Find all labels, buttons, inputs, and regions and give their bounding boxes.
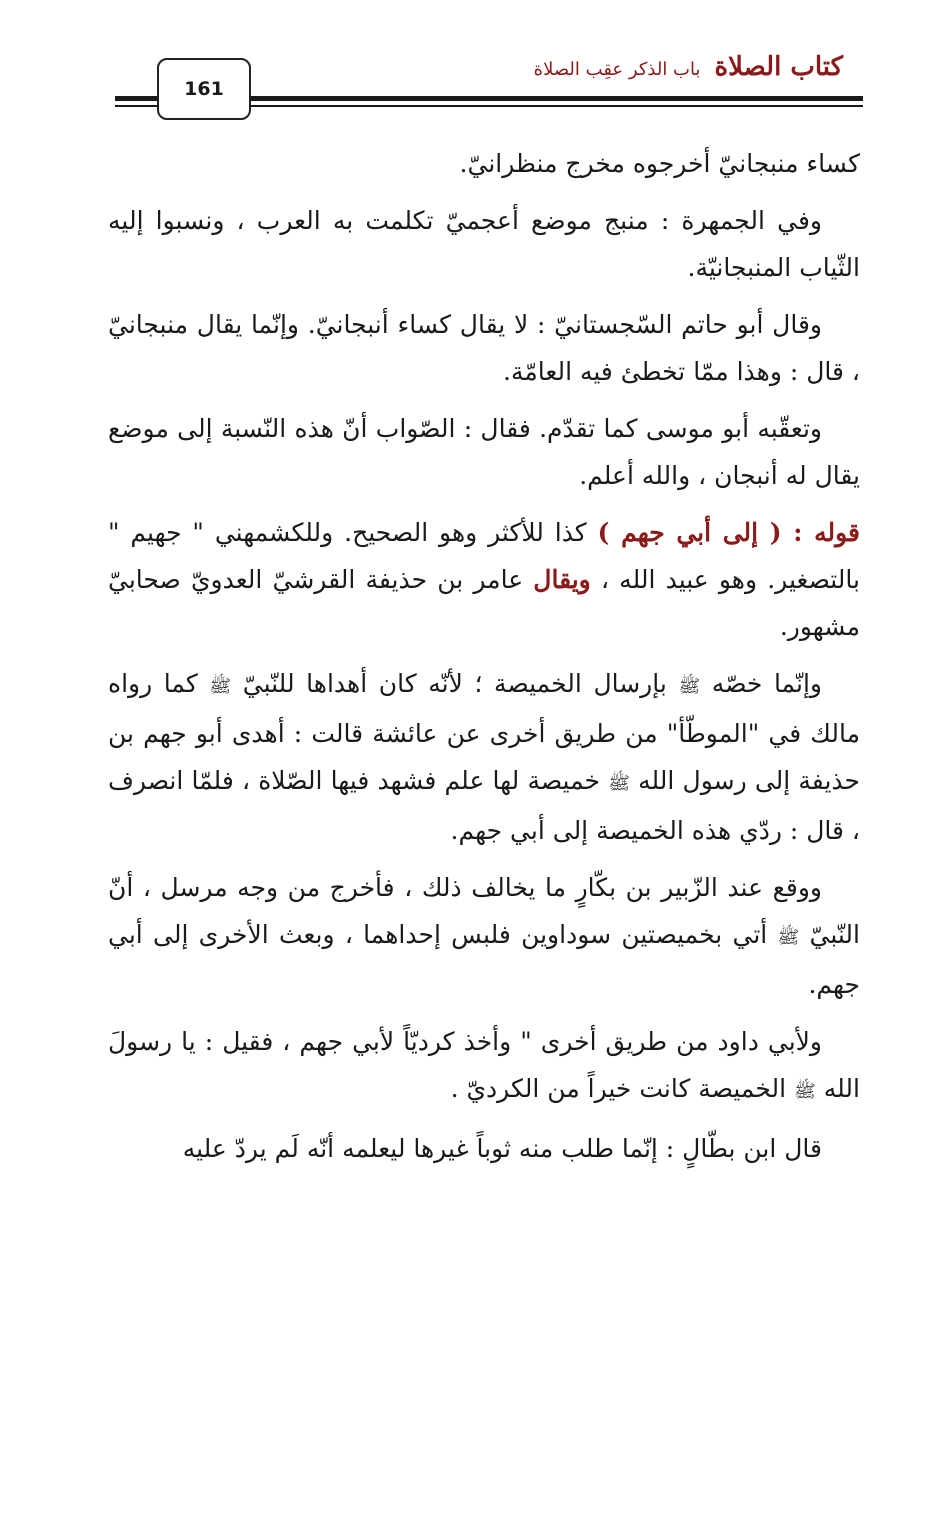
paragraph-9: قال ابن بطّالٍ : إنّما طلب منه ثوباً غيرها ليعلمه أنّه لَم يردّ عليه bbox=[182, 1134, 822, 1163]
page-header bbox=[115, 50, 863, 120]
paragraph-7-text-1: ووقع عند الزّبير بن بكّارٍ ما يخالف ذلك ، فأخرج من وجه مرسل ، أنّ النّبيّ bbox=[108, 873, 861, 949]
page-number: 161 bbox=[184, 78, 224, 100]
highlight-yuqal: ويقال bbox=[533, 565, 591, 594]
paragraph-6-text-1: وإنّما خصّه bbox=[700, 669, 822, 698]
paragraph-5-text-2: عامر بن حذيفة القرشيّ العدويّ صحابيّ مشهور. bbox=[108, 565, 860, 641]
paragraph-4: وتعقّبه أبو موسى كما تقدّم. فقال : الصّواب أنّ هذه النّسبة إلى موضع يقال له أنبجان ، والله أعلم. bbox=[108, 414, 860, 490]
paragraph-7-text-2: أتي بخميصتين سوداوين فلبس إحداهما ، وبعث الأخرى إلى أبي جهم. bbox=[108, 920, 860, 999]
page-body bbox=[108, 140, 860, 1172]
paragraph-1: كساء منبجانيّ أخرجوه مخرج منظرانيّ. bbox=[459, 149, 860, 178]
quote-lead: قوله : ( إلى أبي جهم ) bbox=[597, 518, 860, 547]
salutation-glyph: ﷺ bbox=[678, 676, 701, 697]
paragraph-7 bbox=[108, 864, 860, 1008]
paragraph-3: وقال أبو حاتم السّجستانيّ : لا يقال كساء أنبجانيّ. وإنّما يقال منبجانيّ ، قال : وهذا ممّا تخطئ فيه العامّة. bbox=[108, 310, 860, 386]
salutation-glyph: ﷺ bbox=[209, 676, 232, 697]
page-number-box bbox=[157, 58, 251, 120]
paragraph-6-text-4: خميصة لها علم فشهد فيها الصّلاة ، فلمّا انصرف ، قال : ردّي هذه الخميصة إلى أبي جهم. bbox=[108, 766, 860, 845]
running-head bbox=[534, 52, 843, 82]
paragraph-5-text-1: كذا للأكثر وهو الصحيح. وللكشمهني " جهيم " بالتصغير. وهو عبيد الله ، bbox=[108, 518, 861, 594]
book-title: كتاب الصلاة bbox=[714, 52, 843, 82]
paragraph-2: وفي الجمهرة : منبج موضع أعجميّ تكلمت به العرب ، ونسبوا إليه الثّياب المنبجانيّة. bbox=[108, 206, 860, 282]
paragraph-5 bbox=[108, 509, 860, 650]
salutation-glyph: ﷺ bbox=[608, 773, 630, 794]
paragraph-6-text-3: كما رواه مالك في "الموطّأ" من طريق أخرى عن عائشة قالت : أهدى أبو جهم بن حذيفة إلى رسول الله bbox=[108, 669, 860, 795]
paragraph-6 bbox=[108, 660, 860, 854]
paragraph-6-text-2: بإرسال الخميصة ؛ لأنّه كان أهداها للنّبيّ bbox=[231, 669, 679, 698]
paragraph-8-text-2: الخميصة كانت خيراً من الكرديّ . bbox=[450, 1074, 795, 1103]
salutation-glyph: ﷺ bbox=[777, 927, 800, 948]
salutation-glyph: ﷺ bbox=[794, 1081, 816, 1102]
chapter-title: باب الذكر عقِب الصلاة bbox=[533, 59, 701, 80]
paragraph-8 bbox=[108, 1018, 860, 1115]
paragraph-8-text-1: ولأبي داود من طريق أخرى " وأخذ كرديّاً لأبي جهم ، فقيل : يا رسولَ الله bbox=[108, 1027, 860, 1103]
